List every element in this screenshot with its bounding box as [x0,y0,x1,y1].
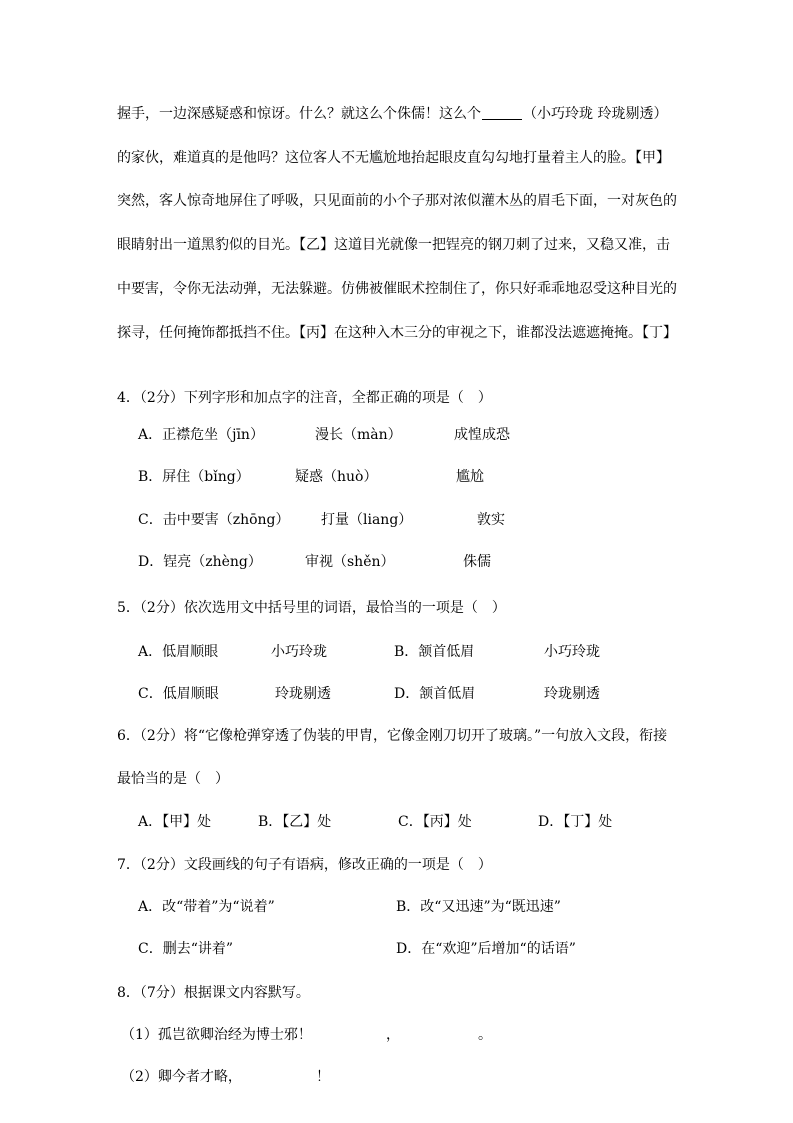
passage-line-1 [117,104,667,124]
q4-option-c-1: C．击中要害（zhōng） [138,512,290,528]
passage-line-2: 的家伙，难道真的是他吗？这位客人不无尴尬地抬起眼皮直勾勾地打量着主人的脸。【甲】 [117,150,670,166]
q6-option-b: B．【乙】处 [258,814,332,830]
q7-option-c: C．删去“讲着” [138,941,234,957]
q4-option-b-2: 疑惑（huò） [295,469,378,485]
passage-line-6: 探寻，任何掩饰都抵挡不住。【丙】在这种入木三分的审视之下，谁都没法遮遮掩掩。【丁】 [117,325,677,341]
q8-stem: 8．（7分）根据课文内容默写。 [117,985,310,1001]
passage-line-5: 中要害，令你无法动弹，无法躲避。仿佛被催眠术控制住了，你只好乖乖地忍受这种目光的 [117,281,677,297]
q8-sentence-1-comma: ， [386,1027,400,1043]
q5-option-d-1: D．颔首低眉 [394,686,476,702]
q8-sentence-1-period: 。 [478,1027,492,1043]
q7-option-a: A．改“带着”为“说着” [138,899,275,915]
passage-line-1-choice: （小巧玲珑 玲珑剔透） [523,106,668,122]
q8-sentence-2-exclamation: ！ [316,1069,330,1085]
q4-option-a-3: 成惶成恐 [454,427,510,443]
q6-stem-line-2: 最恰当的是（ ） [117,771,229,787]
q6-stem-line-1: 6．（2分）将“它像枪弹穿透了伪装的甲胄，它像金刚刀切开了玻璃。”一句放入文段，衔接 [117,728,668,744]
q4-option-d-3: 侏儒 [463,554,491,570]
q5-option-c-1: C．低眉顺眼 [138,686,219,702]
passage-line-3: 突然，客人惊奇地屏住了呼吸，只见面前的小个子那对浓似灌木丛的眉毛下面，一对灰色的 [117,193,677,209]
q4-option-a-1: A．正襟危坐（jīn） [138,427,264,443]
q4-stem: 4．（2分）下列字形和加点字的注音，全都正确的项是（ ） [117,390,492,406]
fill-blank [482,105,522,120]
q6-option-d: D．【丁】处 [538,814,613,830]
q6-option-a: A．【甲】处 [138,814,212,830]
q5-option-a-1: A．低眉顺眼 [138,644,219,660]
q4-option-b-1: B．屏住（bǐng） [138,469,250,485]
q4-option-c-3: 敦实 [477,512,505,528]
q8-sentence-1: （1）孤岂欲卿治经为博士邪！ [121,1027,312,1043]
q5-option-c-2: 玲珑剔透 [275,686,331,702]
q4-option-b-3: 尴尬 [456,469,484,485]
q5-option-b-2: 小巧玲珑 [544,644,600,660]
q5-option-b-1: B．颔首低眉 [394,644,475,660]
q4-option-d-2: 审视（shěn） [305,554,395,570]
q7-option-d: D．在“欢迎”后增加“的话语” [396,941,576,957]
q5-option-d-2: 玲珑剔透 [544,686,600,702]
passage-line-4: 眼睛射出一道黑豹似的目光。【乙】这道目光就像一把锃亮的钢刀刺了过来，又稳又准，击 [117,237,670,253]
q4-option-a-2: 漫长（màn） [315,427,402,443]
q4-option-c-2: 打量（liang） [321,512,413,528]
q7-option-b: B．改“又迅速”为“既迅速” [396,899,561,915]
q5-option-a-2: 小巧玲珑 [271,644,327,660]
q8-sentence-2: （2）卿今者才略， [121,1069,242,1085]
q7-stem: 7．（2分）文段画线的句子有语病，修改正确的一项是（ ） [117,857,492,873]
q5-stem: 5．（2分）依次选用文中括号里的词语，最恰当的一项是（ ） [117,600,506,616]
passage-line-1-text: 握手，一边深感疑惑和惊讶。什么？就这么个侏儒！这么个 [117,106,481,122]
q6-option-c: C．【丙】处 [398,814,472,830]
q4-option-d-1: D．锃亮（zhèng） [138,554,262,570]
